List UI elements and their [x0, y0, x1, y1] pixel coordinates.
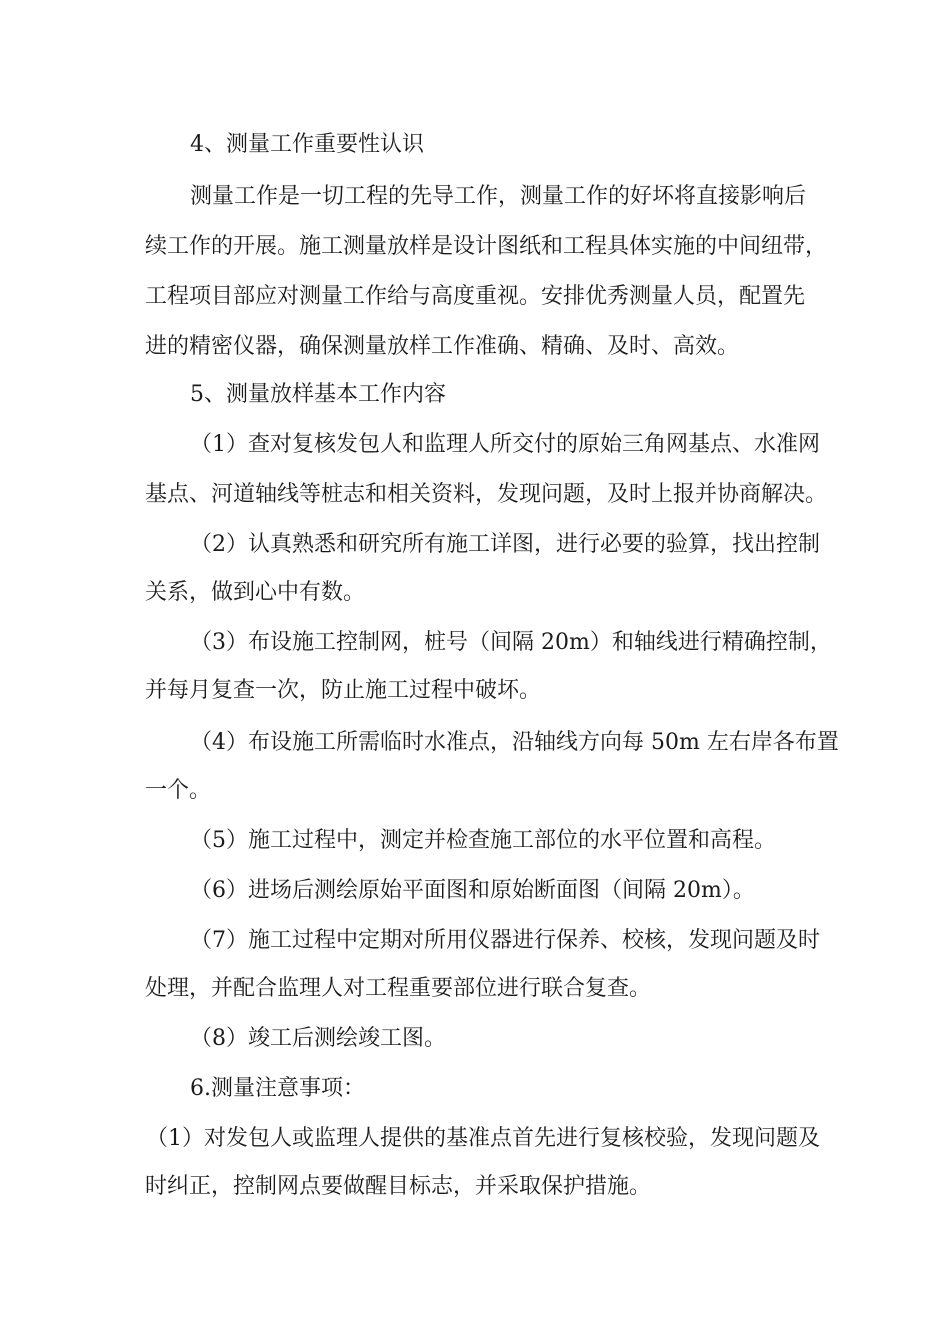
paragraph-line: 进的精密仪器，确保测量放样工作准确、精确、及时、高效。 — [145, 334, 740, 359]
list-item-3: （3）布设施工控制网，桩号（间隔 20m）和轴线进行精确控制， — [190, 630, 832, 655]
list-item-6: （6）进场后测绘原始平面图和原始断面图（间隔 20m）。 — [190, 878, 755, 903]
list-item-5: （5）施工过程中，测定并检查施工部位的水平位置和高程。 — [190, 828, 776, 853]
note-item-1: （1）对发包人或监理人提供的基准点首先进行复核校验，发现问题及 — [146, 1126, 820, 1151]
note-item-1-continued: 时纠正，控制网点要做醒目标志，并采取保护措施。 — [145, 1174, 652, 1199]
list-item-8: （8）竣工后测绘竣工图。 — [190, 1026, 446, 1051]
list-item-2: （2）认真熟悉和研究所有施工详图，进行必要的验算，找出控制 — [190, 532, 820, 557]
list-item-7-continued: 处理，并配合监理人对工程重要部位进行联合复查。 — [145, 976, 652, 1001]
list-item-2-continued: 关系，做到心中有数。 — [145, 580, 366, 605]
heading-survey-layout-content: 5、测量放样基本工作内容 — [190, 382, 446, 407]
list-item-4-continued: 一个。 — [145, 778, 212, 803]
heading-measurement-notes: 6.测量注意事项： — [190, 1076, 365, 1101]
heading-measurement-importance: 4、测量工作重要性认识 — [190, 132, 424, 157]
list-item-3-continued: 并每月复查一次，防止施工过程中破坏。 — [145, 678, 542, 703]
paragraph-line: 工程项目部应对测量工作给与高度重视。安排优秀测量人员，配置先 — [145, 284, 806, 309]
list-item-4: （4）布设施工所需临时水准点，沿轴线方向每 50m 左右岸各布置 — [190, 730, 839, 755]
list-item-1: （1）查对复核发包人和监理人所交付的原始三角网基点、水准网 — [190, 432, 820, 457]
list-item-7: （7）施工过程中定期对所用仪器进行保养、校核，发现问题及时 — [190, 928, 820, 953]
paragraph-line: 测量工作是一切工程的先导工作，测量工作的好坏将直接影响后 — [190, 184, 807, 209]
paragraph-line: 续工作的开展。施工测量放样是设计图纸和工程具体实施的中间纽带， — [145, 234, 828, 259]
list-item-1-continued: 基点、河道轴线等桩志和相关资料，发现问题，及时上报并协商解决。 — [145, 482, 828, 507]
